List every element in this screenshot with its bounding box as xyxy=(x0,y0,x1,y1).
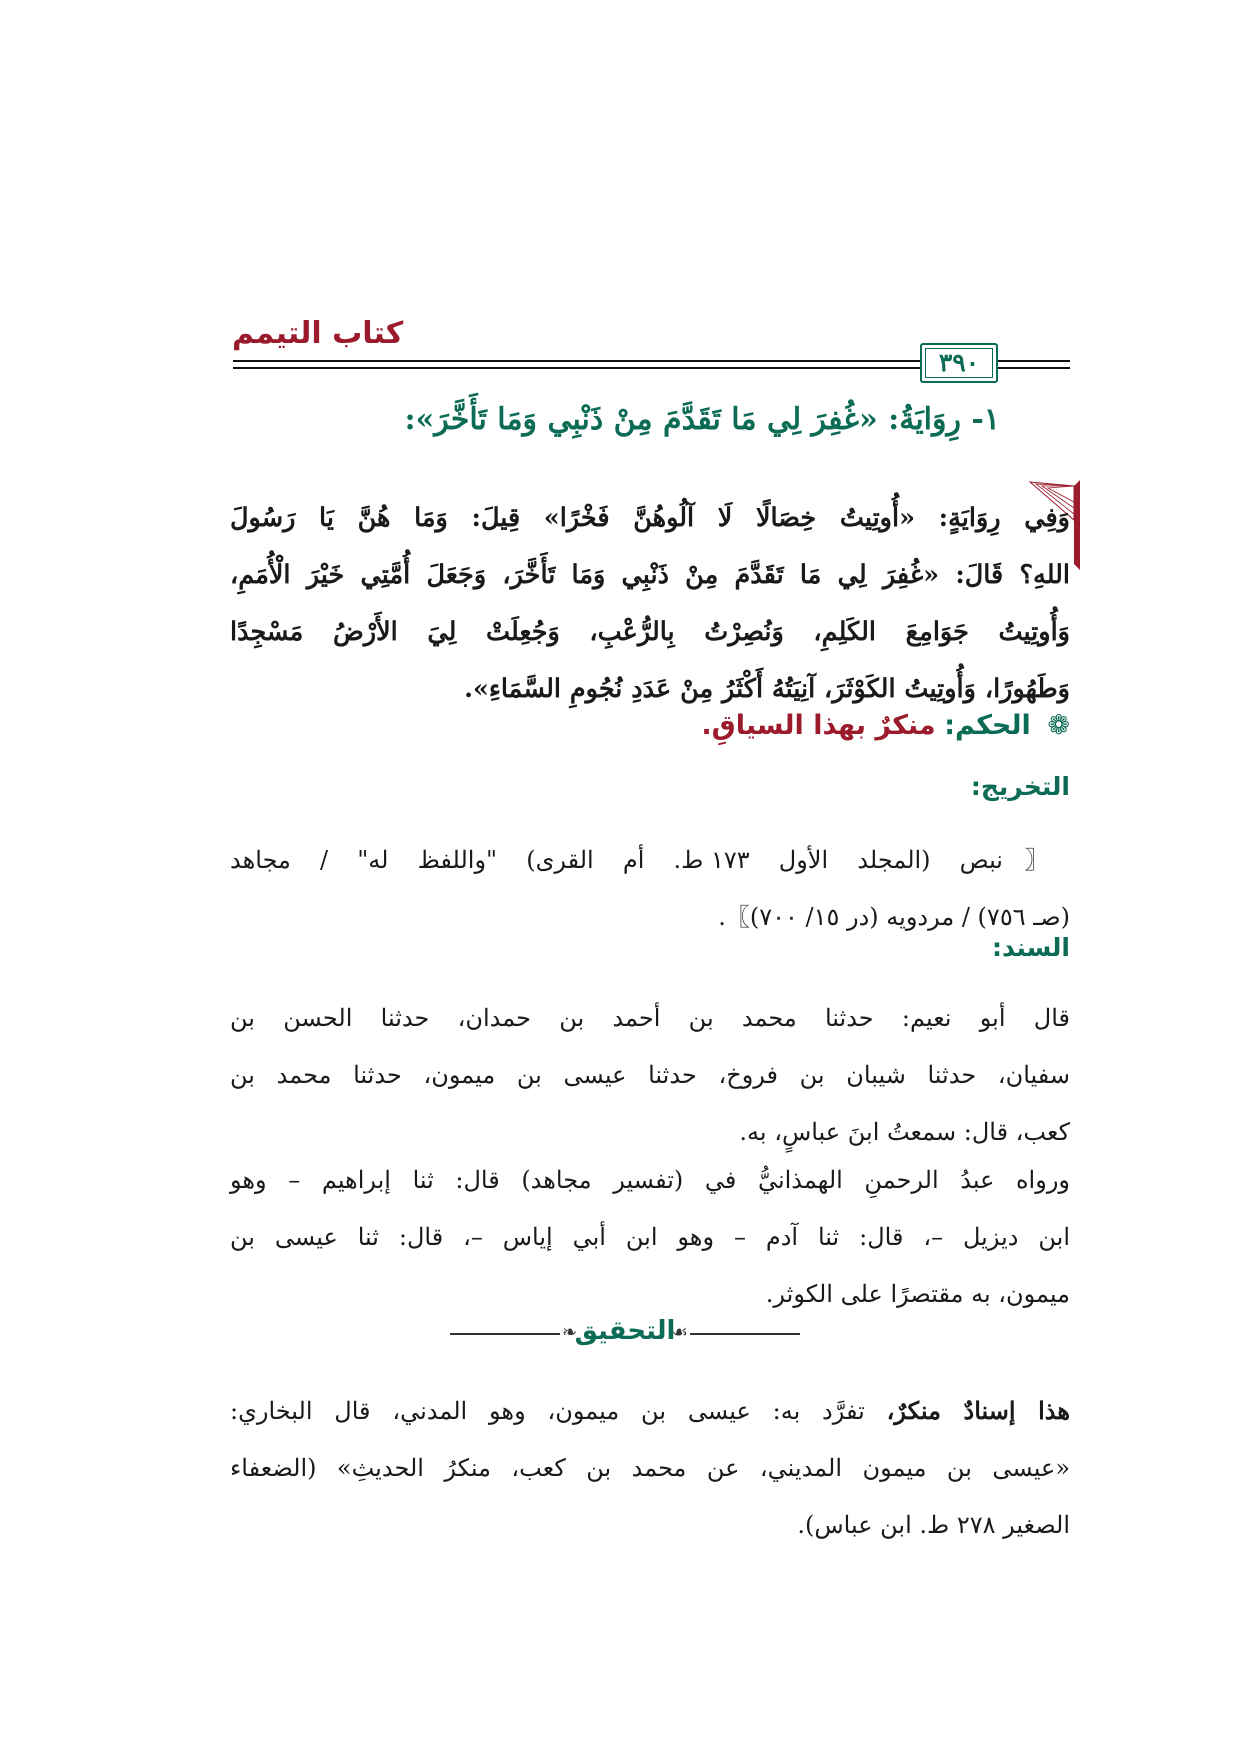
hadith-narration xyxy=(230,490,1070,718)
riwaya-line: ابن ديزيل –، قال: ثنا آدم – وهو ابن أبي إياس –، قال: ثنا عيسى بن xyxy=(230,1223,1070,1251)
tahqiq-line xyxy=(230,1382,1070,1440)
riwaya-line: ميمون، به مقتصرًا على الكوثر. xyxy=(765,1280,1070,1308)
running-header-book-title: كتاب التيمم xyxy=(232,316,404,351)
sanad-label: السند: xyxy=(991,933,1070,962)
riwaya-line: ورواه عبدُ الرحمنِ الهمذانيُّ في (تفسير مجاهد) قال: ثنا إبراهيم – وهو xyxy=(230,1166,1070,1194)
takhrij-label: التخريج: xyxy=(970,772,1070,801)
ruling-value: منكرٌ بهذا السياقِ. xyxy=(701,710,936,741)
tahqiq-lead: هذا إسنادٌ منكرٌ، xyxy=(886,1396,1070,1425)
sanad-line: قال أبو نعيم: حدثنا محمد بن أحمد بن حمدان، حدثنا الحسن بن xyxy=(230,1004,1070,1032)
page-number-frame xyxy=(920,343,998,383)
tahqiq-divider xyxy=(450,1318,800,1348)
takhrij-text xyxy=(230,832,1070,946)
narration-line: وَفِي رِوَايَةٍ: «أُوتِيتُ خِصَالًا لَا آلُوهُنَّ فَخْرًا» قِيلَ: وَمَا هُنَّ يَا رَسُولَ xyxy=(230,503,1070,533)
narration-line: وَأُوتِيتُ جَوَامِعَ الكَلِمِ، وَنُصِرْتُ بِالرُّعْبِ، وَجُعِلَتْ لِيَ الأَرْضُ مَسْجِدًا xyxy=(230,617,1070,647)
tahqiq-line-rest: تفرَّد به: عيسى بن ميمون، وهو المدني، قال البخاري: xyxy=(230,1397,887,1425)
ruling-label: الحكم: xyxy=(944,710,1031,741)
section-heading: ١- رِوَايَةُ: «غُفِرَ لِي مَا تَقَدَّمَ مِنْ ذَنْبِي وَمَا تَأَخَّرَ»: xyxy=(404,402,1000,437)
scroll-ornament-icon: ❧ xyxy=(562,1322,578,1343)
tahqiq-text xyxy=(230,1382,1070,1554)
sanad-text xyxy=(230,990,1070,1161)
tahqiq-line: الصغير ٢٧٨ ط. ابن عباس). xyxy=(797,1511,1070,1539)
narration-line: اللهِ؟ قَالَ: «غُفِرَ لِي مَا تَقَدَّمَ مِنْ ذَنْبِي وَمَا تَأَخَّرَ، وَجَعَلَ أُمَّتِي خَيْرَ الْأُمَمِ، xyxy=(230,560,1070,590)
divider-line xyxy=(690,1333,800,1335)
sanad-line: سفيان، حدثنا شيبان بن فروخ، حدثنا عيسى بن ميمون، حدثنا محمد بن xyxy=(230,1061,1070,1089)
takhrij-line: 〖نبص (المجلد الأول ١٧٣ ط. أم القرى) "واللفظ له" / مجاهد xyxy=(230,846,1070,874)
divider-line xyxy=(450,1333,560,1335)
ruling-line xyxy=(701,710,1070,741)
sanad-line: كعب، قال: سمعتُ ابنَ عباسٍ، به. xyxy=(739,1118,1070,1146)
tahqiq-title: التحقيق xyxy=(574,1316,676,1346)
tahqiq-line: «عيسى بن ميمون المديني، عن محمد بن كعب، منكرُ الحديثِ» (الضعفاء xyxy=(230,1454,1070,1482)
scroll-ornament-icon: ☙ xyxy=(671,1322,688,1343)
flower-ornament-icon: ❁ xyxy=(1047,710,1070,741)
page-number: ٣٩٠ xyxy=(938,348,980,377)
narration-line: وَطَهُورًا، وَأُوتِيتُ الكَوْثَرَ، آنِيَتُهُ أَكْثَرُ مِنْ عَدَدِ نُجُومِ السَّمَاءِ». xyxy=(464,674,1070,704)
riwaya-text xyxy=(230,1152,1070,1323)
takhrij-line: (صـ ٧٥٦) / مردويه (در ١٥/ ٧٠٠)〗. xyxy=(718,903,1070,931)
